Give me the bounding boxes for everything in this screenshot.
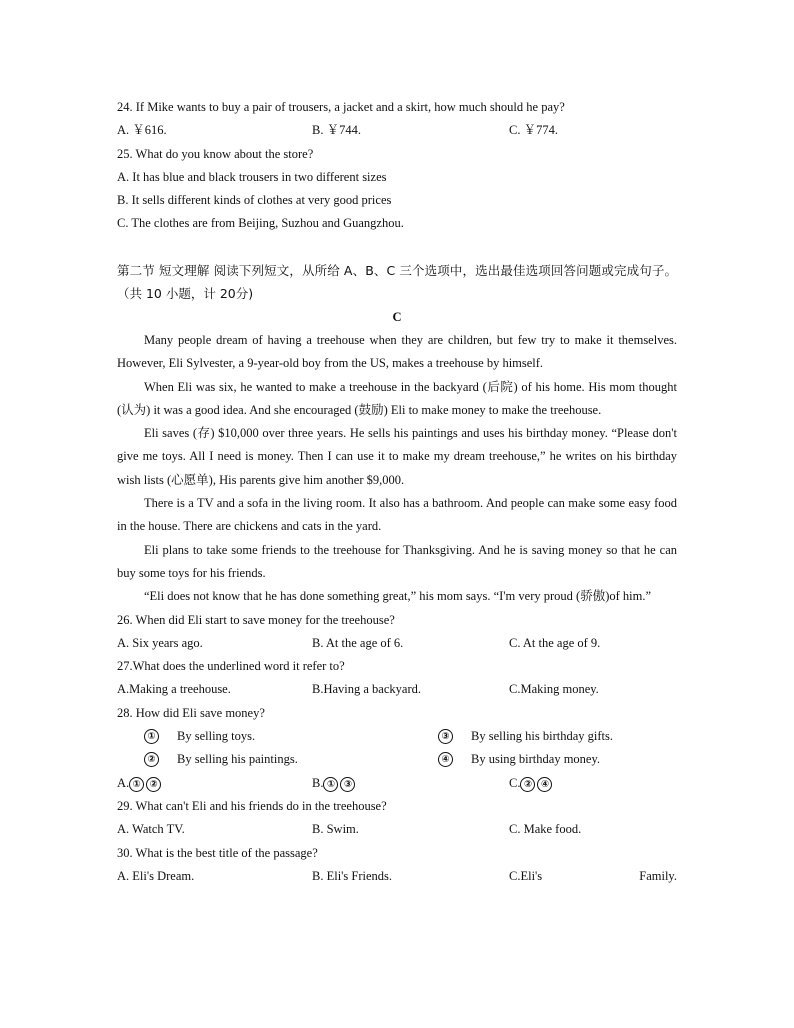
passage-paragraph-6: “Eli does not know that he has done something great,” his mom says. “I'm very proud (骄傲)of him.” xyxy=(144,589,652,604)
q25-option-a: A. It has blue and black trousers in two different sizes xyxy=(117,169,387,184)
q28-item-text: By selling his paintings. xyxy=(177,752,298,767)
passage-paragraph-4: There is a TV and a sofa in the living room. It also has a bathroom. And people can make some easy food in the house. There are chickens and cats in the yard. xyxy=(117,496,677,534)
q24-option-b: B. ￥744. xyxy=(312,123,361,138)
q30-option-c-part-1: C.Eli's xyxy=(509,868,543,883)
passage-paragraph-1: Many people dream of having a treehouse when they are children, but few try to make it themselves. However, Eli Sylvester, a 9-year-old boy from the US, makes a treehouse by himself. xyxy=(117,332,677,371)
q28-items-row-2 xyxy=(117,748,677,771)
q27-option-a: A.Making a treehouse. xyxy=(117,682,231,697)
passage-paragraph-5: Eli plans to take some friends to the treehouse for Thanksgiving. And he is saving money so that he can buy some toys for his friends. xyxy=(117,542,677,580)
q28-item-text: By selling toys. xyxy=(177,729,256,744)
q30-option-a: A. Eli's Dream. xyxy=(117,868,195,883)
q29-option-b: B. Swim. xyxy=(312,822,359,837)
q24-option-c: C. ￥774. xyxy=(509,123,558,138)
spacer xyxy=(117,236,677,259)
q26-option-a: A. Six years ago. xyxy=(117,635,203,650)
passage-paragraph-3: Eli saves (存) $10,000 over three years. He sells his paintings and uses his birthday money. “Please don't give me toys. All I need is money. Then I can use it to make my dream treehouse,” he writes on his birthday wish lists (心愿单), His parents give him another $9,000. xyxy=(117,426,677,487)
q28-item-text: By using birthday money. xyxy=(471,752,601,767)
q26-options xyxy=(117,632,677,655)
q30-option-c xyxy=(509,865,677,888)
exam-page xyxy=(117,96,677,888)
q28-item-4 xyxy=(438,748,600,771)
q28-option-a xyxy=(117,772,312,795)
q28-question: 28. How did Eli save money? xyxy=(117,705,265,720)
section-heading: 第二节 短文理解 阅读下列短文，从所给 A、B、C 三个选项中，选出最佳选项回答问题或完成句子。（共 10 小题，计 20分) xyxy=(117,263,677,302)
circled-number: ③ xyxy=(340,777,355,792)
circled-number: ② xyxy=(146,777,161,792)
q30-option-c-part-2: Family. xyxy=(639,868,677,883)
option-letter: A. xyxy=(117,775,130,790)
circled-number: ④ xyxy=(537,777,552,792)
q25-option-b: B. It sells different kinds of clothes at very good prices xyxy=(117,193,392,208)
q27-options xyxy=(117,678,677,701)
option-letter: B. xyxy=(312,775,324,790)
q28-items-row-1 xyxy=(117,725,677,748)
q28-options xyxy=(117,772,677,795)
q26-option-c: C. At the age of 9. xyxy=(509,635,601,650)
q24-option-a: A. ￥616. xyxy=(117,123,167,138)
circled-number: ① xyxy=(129,777,144,792)
passage-label: C xyxy=(392,309,402,324)
circled-number: ① xyxy=(144,729,159,744)
q27-option-b: B.Having a backyard. xyxy=(312,682,421,697)
circled-number: ② xyxy=(520,777,535,792)
circled-number: ② xyxy=(144,752,159,767)
q26-option-b: B. At the age of 6. xyxy=(312,635,404,650)
q24-options xyxy=(117,119,677,142)
circled-number: ① xyxy=(323,777,338,792)
q28-item-text: By selling his birthday gifts. xyxy=(471,729,614,744)
q29-question: 29. What can't Eli and his friends do in the treehouse? xyxy=(117,798,387,813)
q30-option-b: B. Eli's Friends. xyxy=(312,868,393,883)
q29-options xyxy=(117,818,677,841)
q28-item-1 xyxy=(144,725,438,748)
option-letter: C. xyxy=(509,775,521,790)
q24-question: 24. If Mike wants to buy a pair of trousers, a jacket and a skirt, how much should he pay? xyxy=(117,100,565,114)
q29-option-c: C. Make food. xyxy=(509,822,582,837)
q28-item-2 xyxy=(144,748,438,771)
q25-option-c: C. The clothes are from Beijing, Suzhou and Guangzhou. xyxy=(117,216,404,231)
passage-paragraph-2: When Eli was six, he wanted to make a treehouse in the backyard (后院) of his home. His mom thought (认为) it was a good idea. And she encouraged (鼓励) Eli to make money to make the treehouse. xyxy=(117,379,677,417)
circled-number: ③ xyxy=(438,729,453,744)
q29-option-a: A. Watch TV. xyxy=(117,822,185,837)
q28-option-b xyxy=(312,772,509,795)
q27-question: 27.What does the underlined word it refer to? xyxy=(117,659,345,674)
q26-question: 26. When did Eli start to save money for the treehouse? xyxy=(117,612,395,627)
q30-options xyxy=(117,865,677,888)
q28-item-3 xyxy=(438,725,613,748)
q28-option-c xyxy=(509,772,554,795)
q30-question: 30. What is the best title of the passage? xyxy=(117,845,318,860)
q25-question: 25. What do you know about the store? xyxy=(117,146,314,161)
q27-option-c: C.Making money. xyxy=(509,682,599,697)
circled-number: ④ xyxy=(438,752,453,767)
